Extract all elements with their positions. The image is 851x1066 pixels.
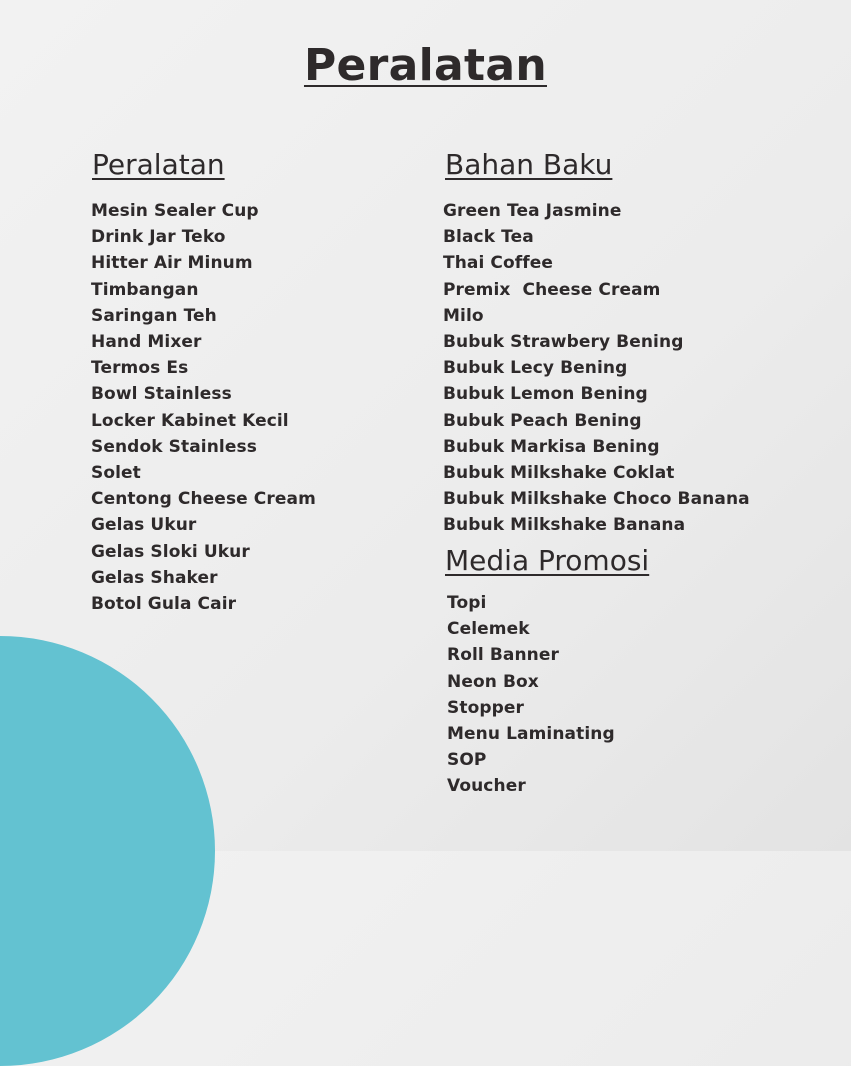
list-item: Locker Kabinet Kecil bbox=[91, 410, 289, 431]
list-peralatan bbox=[91, 198, 316, 617]
list-item: Bubuk Milkshake Choco Banana bbox=[443, 489, 750, 510]
section-media-promosi bbox=[445, 544, 649, 800]
list-item: Gelas Shaker bbox=[91, 567, 218, 588]
list-item: Sendok Stainless bbox=[91, 436, 257, 457]
list-item: Gelas Ukur bbox=[91, 515, 197, 536]
list-item: Hand Mixer bbox=[91, 332, 202, 353]
list-item: Premix Cheese Cream bbox=[443, 279, 661, 300]
list-item: Bubuk Milkshake Banana bbox=[443, 515, 686, 536]
list-item: Centong Cheese Cream bbox=[91, 489, 316, 510]
list-item: Neon Box bbox=[447, 671, 539, 692]
list-item: Timbangan bbox=[91, 279, 199, 300]
list-item: Thai Coffee bbox=[443, 253, 554, 274]
section-peralatan bbox=[92, 148, 316, 617]
list-media-promosi bbox=[447, 590, 649, 800]
list-item: Black Tea bbox=[443, 227, 534, 248]
list-item: Topi bbox=[447, 593, 487, 613]
list-item: Mesin Sealer Cup bbox=[91, 201, 259, 221]
list-item: Solet bbox=[91, 463, 141, 484]
list-item: Bubuk Strawbery Bening bbox=[443, 332, 684, 353]
list-item: Celemek bbox=[447, 619, 530, 640]
list-item: Bubuk Markisa Bening bbox=[443, 436, 660, 457]
section-heading-peralatan: Peralatan bbox=[92, 148, 225, 181]
list-item: Botol Gula Cair bbox=[91, 594, 237, 615]
list-item: Bowl Stainless bbox=[91, 384, 232, 405]
list-item: Termos Es bbox=[91, 358, 189, 379]
list-item: Saringan Teh bbox=[91, 305, 217, 326]
list-item: Bubuk Milkshake Coklat bbox=[443, 463, 675, 484]
list-item: Voucher bbox=[447, 776, 526, 797]
list-item: Hitter Air Minum bbox=[91, 253, 253, 274]
list-item: SOP bbox=[447, 750, 487, 771]
list-item: Bubuk Lecy Bening bbox=[443, 358, 628, 379]
section-heading-media-promosi: Media Promosi bbox=[445, 544, 650, 577]
list-item: Drink Jar Teko bbox=[91, 227, 226, 248]
section-bahan-baku bbox=[445, 148, 750, 539]
list-item: Menu Laminating bbox=[447, 724, 615, 745]
list-item: Gelas Sloki Ukur bbox=[91, 541, 250, 562]
page-title: Peralatan bbox=[303, 40, 547, 91]
list-item: Milo bbox=[443, 305, 484, 326]
list-item: Bubuk Lemon Bening bbox=[443, 384, 648, 405]
list-bahan-baku bbox=[443, 198, 750, 539]
list-item: Bubuk Peach Bening bbox=[443, 410, 642, 431]
decorative-quarter-circle bbox=[0, 636, 215, 1066]
list-item: Green Tea Jasmine bbox=[443, 201, 622, 221]
list-item: Stopper bbox=[447, 697, 525, 718]
list-item: Roll Banner bbox=[447, 645, 559, 666]
section-heading-bahan-baku: Bahan Baku bbox=[445, 148, 613, 181]
